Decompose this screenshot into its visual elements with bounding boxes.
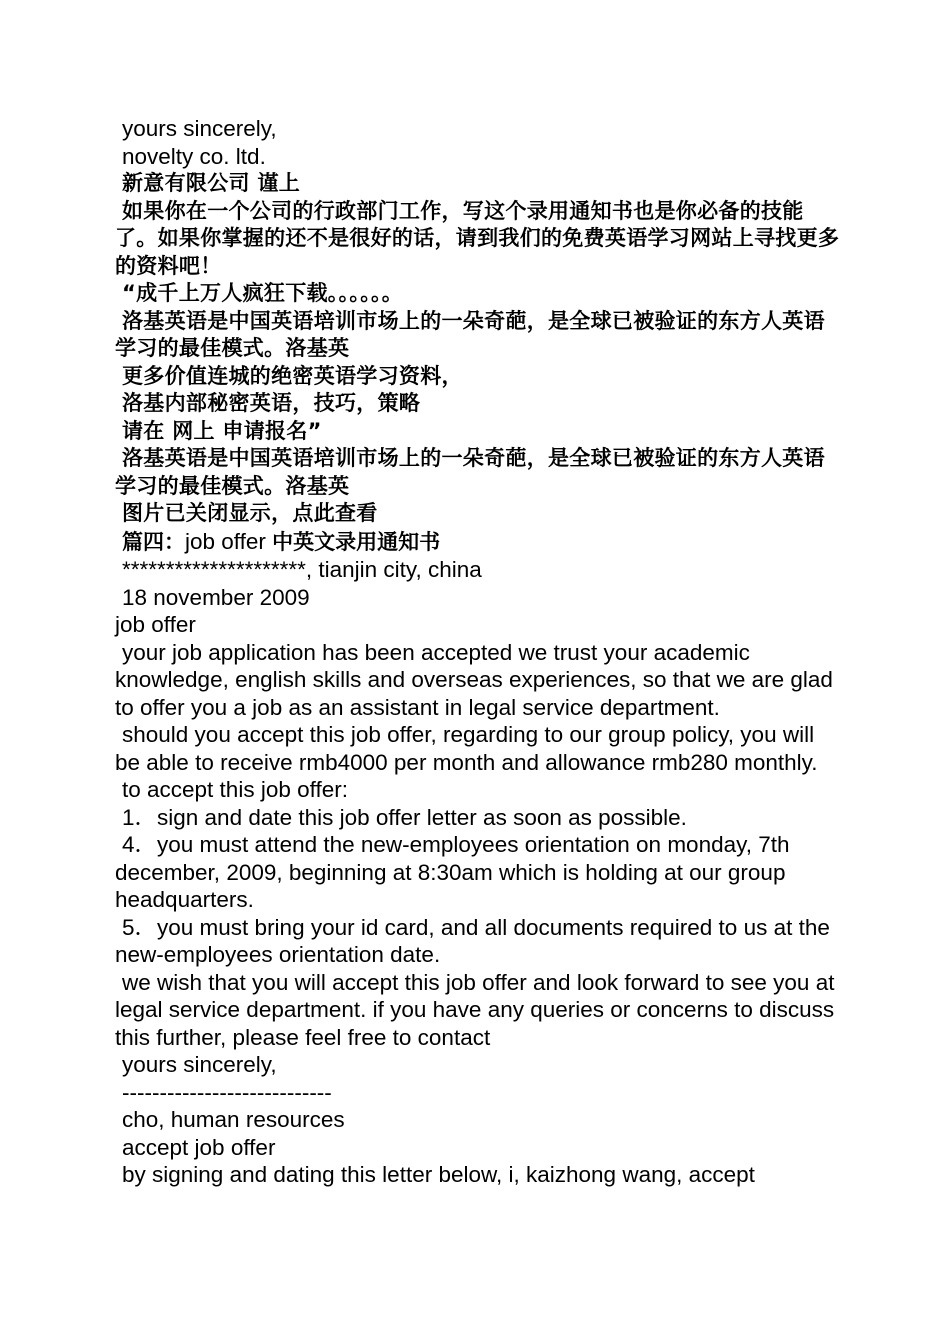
ad-paragraph-2 [115,445,840,500]
letter-address: *********************, tianjin city, china [122,557,482,582]
signer-name: cho, human resources [122,1107,345,1132]
list-item-5-text: 5．you must bring your id card, and all documents required to us at the new-employees orientation date. [115,914,830,967]
ad-paragraph-1 [115,308,840,363]
ad-line-2: 洛基内部秘密英语，技巧，策略 [122,391,421,415]
company-name-en: novelty co. ltd. [122,143,266,169]
company-name-cn: 新意有限公司 谨上 [122,171,301,195]
ad-paragraph-2-text: 洛基英语是中国英语培训市场上的一朵奇葩，是全球已被验证的东方人英语学习的最佳模式。洛基英 [115,446,825,498]
section-heading-suffix: 中英文录用通知书 [272,529,441,554]
letter-subject: job offer [115,612,196,637]
section-heading [115,528,840,557]
letter-paragraph-1 [115,639,840,722]
list-item-4-text: 4．you must attend the new-employees orientation on monday, 7th december, 2009, beginning at 8:30am which is holding at our group headquarters. [115,832,790,912]
accept-title: accept job offer [122,1134,276,1160]
ad-paragraph-1-text: 洛基英语是中国英语培训市场上的一朵奇葩，是全球已被验证的东方人英语学习的最佳模式。洛基英 [115,308,825,360]
letter-paragraph-1-text: your job application has been accepted we trust your academic knowledge, english skills and overseas experiences, so that we are glad to offer you a job as an assistant in legal service department. [115,639,833,720]
section-heading-mid: job offer [185,528,273,554]
signature-line: ---------------------------- [122,1079,332,1105]
quote-line: “成千上万人疯狂下载。。。。。。 [122,281,404,305]
closing-line: yours sincerely, [122,116,277,141]
intro-paragraph-cn [115,198,840,281]
ad-line-1: 更多价值连城的绝密英语学习资料， [122,363,463,388]
list-item-5 [115,914,840,969]
list-item-4 [115,831,840,914]
ad-line-3: 请在 网上 申请报名” [122,418,322,443]
image-hidden-notice: 图片已关闭显示，点此查看 [122,501,378,525]
letter-date: 18 november 2009 [122,584,310,610]
letter-paragraph-4-text: we wish that you will accept this job offer and look forward to see you at legal service department. if you have any queries or concerns to discuss this further, please feel free to contact [115,969,835,1050]
letter-paragraph-2-text: should you accept this job offer, regarding to our group policy, you will be able to receive rmb4000 per month and allowance rmb280 monthly. [115,722,818,775]
letter-paragraph-3: to accept this job offer: [122,777,348,802]
section-heading-prefix: 篇四： [122,529,185,554]
intro-paragraph-text: 如果你在一个公司的行政部门工作，写这个录用通知书也是你必备的技能了。如果你掌握的还不是很好的话，请到我们的免费英语学习网站上寻找更多的资料吧！ [115,198,840,278]
list-item-1: 1．sign and date this job offer letter as soon as possible. [122,804,687,830]
letter-paragraph-4 [115,969,840,1052]
document-body [115,115,840,1189]
letter-paragraph-2 [115,721,840,776]
closing-line-2: yours sincerely, [122,1052,277,1077]
accept-text: by signing and dating this letter below, i, kaizhong wang, accept [122,1162,755,1187]
